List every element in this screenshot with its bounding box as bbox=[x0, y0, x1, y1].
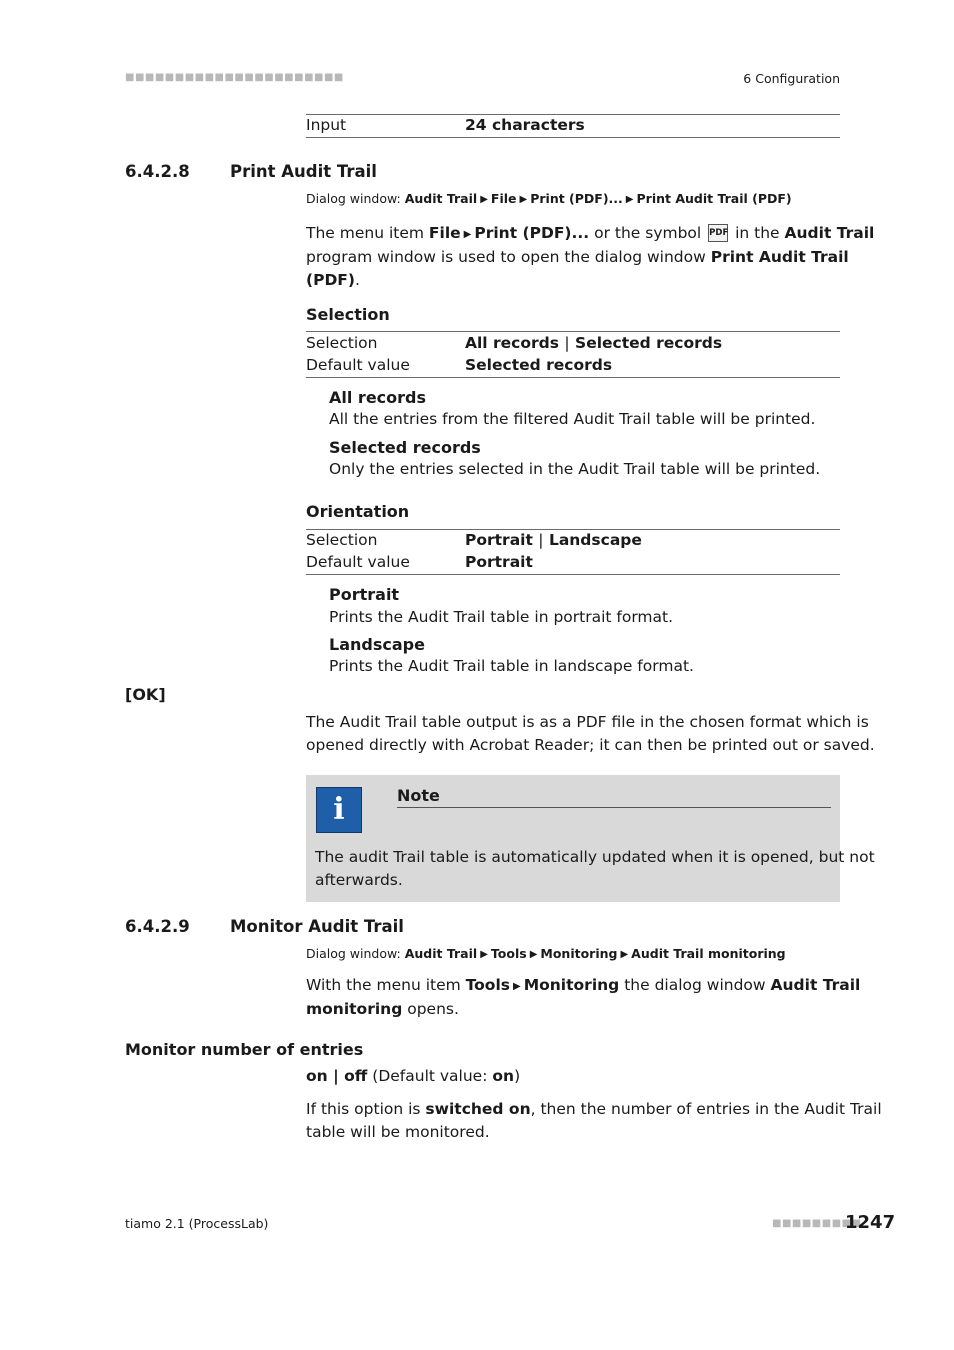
intro-paragraph: The menu item File ▶ Print (PDF)... or the symbol PDF in the Audit Trail program window is used to open the dialog window Print Audit Trail (PDF). bbox=[306, 224, 875, 289]
monitor-description: If this option is switched on, then the number of entries in the Audit Trail table will be monitored. bbox=[306, 1100, 882, 1141]
table-rule-bottom bbox=[306, 574, 840, 575]
dialog-path-item: File bbox=[490, 191, 517, 206]
option-title: Portrait bbox=[329, 585, 400, 604]
row-value: Portrait | Landscape bbox=[465, 531, 642, 549]
arrow-right-icon: ▶ bbox=[513, 981, 521, 992]
row-value: All records | Selected records bbox=[465, 334, 723, 352]
footer-marks: ■■■■■■■■■ bbox=[772, 1218, 862, 1229]
monitor-heading: Monitor number of entries bbox=[125, 1040, 364, 1059]
intro-paragraph: With the menu item Tools ▶ Monitoring the dialog window Audit Trail monitoring opens. bbox=[306, 976, 861, 1018]
selection-row bbox=[306, 531, 840, 551]
arrow-right-icon: ▶ bbox=[480, 949, 488, 960]
row-label: Default value bbox=[306, 553, 410, 571]
table-rule-top bbox=[306, 114, 840, 115]
arrow-right-icon: ▶ bbox=[529, 949, 538, 960]
table-rule-bottom bbox=[306, 377, 840, 378]
orientation-heading: Orientation bbox=[306, 502, 410, 521]
ok-description: The Audit Trail table output is as a PDF file in the chosen format which is opened directly with Acrobat Reader; it can then be printed out or saved. bbox=[306, 713, 875, 754]
dialog-path bbox=[306, 946, 786, 961]
row-label: Selection bbox=[306, 531, 378, 549]
dialog-path-item: Monitoring bbox=[540, 946, 618, 961]
arrow-right-icon: ▶ bbox=[463, 229, 472, 240]
arrow-right-icon: ▶ bbox=[625, 194, 634, 205]
header-marks: ■■■■■■■■■■■■■■■■■■■■■■ bbox=[125, 72, 344, 83]
option-description: All the entries from the filtered Audit Trail table will be printed. bbox=[329, 410, 816, 428]
default-row bbox=[306, 553, 840, 573]
input-row bbox=[306, 116, 840, 136]
row-label: Default value bbox=[306, 356, 410, 374]
note-text: The audit Trail table is automatically updated when it is opened, but not afterwards. bbox=[315, 848, 875, 889]
note-box bbox=[306, 775, 875, 902]
table-rule-top bbox=[306, 331, 840, 332]
footer-product: tiamo 2.1 (ProcessLab) bbox=[125, 1216, 269, 1231]
info-icon: i bbox=[316, 787, 362, 833]
ok-button-label: [OK] bbox=[125, 685, 166, 704]
table-rule-bottom bbox=[306, 137, 840, 138]
input-label: Input bbox=[306, 116, 347, 134]
option-title: Selected records bbox=[329, 438, 481, 457]
dialog-path-item: Print Audit Trail (PDF) bbox=[636, 191, 792, 206]
row-value: Portrait bbox=[465, 553, 533, 571]
dialog-path-item: Audit Trail bbox=[404, 191, 478, 206]
input-value: 24 characters bbox=[465, 116, 585, 134]
row-value: Selected records bbox=[465, 356, 613, 374]
row-label: Selection bbox=[306, 334, 378, 352]
section-title: Monitor Audit Trail bbox=[230, 917, 404, 936]
option-title: All records bbox=[329, 388, 427, 407]
arrow-right-icon: ▶ bbox=[620, 949, 629, 960]
chapter-label: 6 Configuration bbox=[743, 71, 840, 86]
dialog-path-item: Audit Trail monitoring bbox=[631, 946, 786, 961]
pdf-icon: PDF bbox=[708, 224, 728, 242]
selection-heading: Selection bbox=[306, 305, 390, 324]
option-description: Prints the Audit Trail table in landscape format. bbox=[329, 657, 694, 675]
monitor-options: on | off (Default value: on) bbox=[306, 1067, 521, 1085]
dialog-prefix: Dialog window: bbox=[306, 946, 401, 961]
dialog-path-item: Print (PDF)... bbox=[530, 191, 623, 206]
selection-row bbox=[306, 334, 840, 354]
dialog-prefix: Dialog window: bbox=[306, 191, 401, 206]
default-row bbox=[306, 356, 840, 376]
section-title: Print Audit Trail bbox=[230, 162, 377, 181]
arrow-right-icon: ▶ bbox=[519, 194, 528, 205]
page-number: 1247 bbox=[845, 1212, 896, 1233]
option-description: Only the entries selected in the Audit Trail table will be printed. bbox=[329, 460, 821, 478]
section-number: 6.4.2.9 bbox=[125, 917, 190, 936]
arrow-right-icon: ▶ bbox=[480, 194, 488, 205]
dialog-path bbox=[306, 191, 792, 206]
note-title: Note bbox=[397, 786, 440, 805]
option-description: Prints the Audit Trail table in portrait format. bbox=[329, 608, 674, 626]
note-divider bbox=[397, 807, 831, 808]
section-number: 6.4.2.8 bbox=[125, 162, 190, 181]
option-title: Landscape bbox=[329, 635, 425, 654]
table-rule-top bbox=[306, 529, 840, 530]
dialog-path-item: Audit Trail bbox=[404, 946, 478, 961]
dialog-path-item: Tools bbox=[490, 946, 527, 961]
